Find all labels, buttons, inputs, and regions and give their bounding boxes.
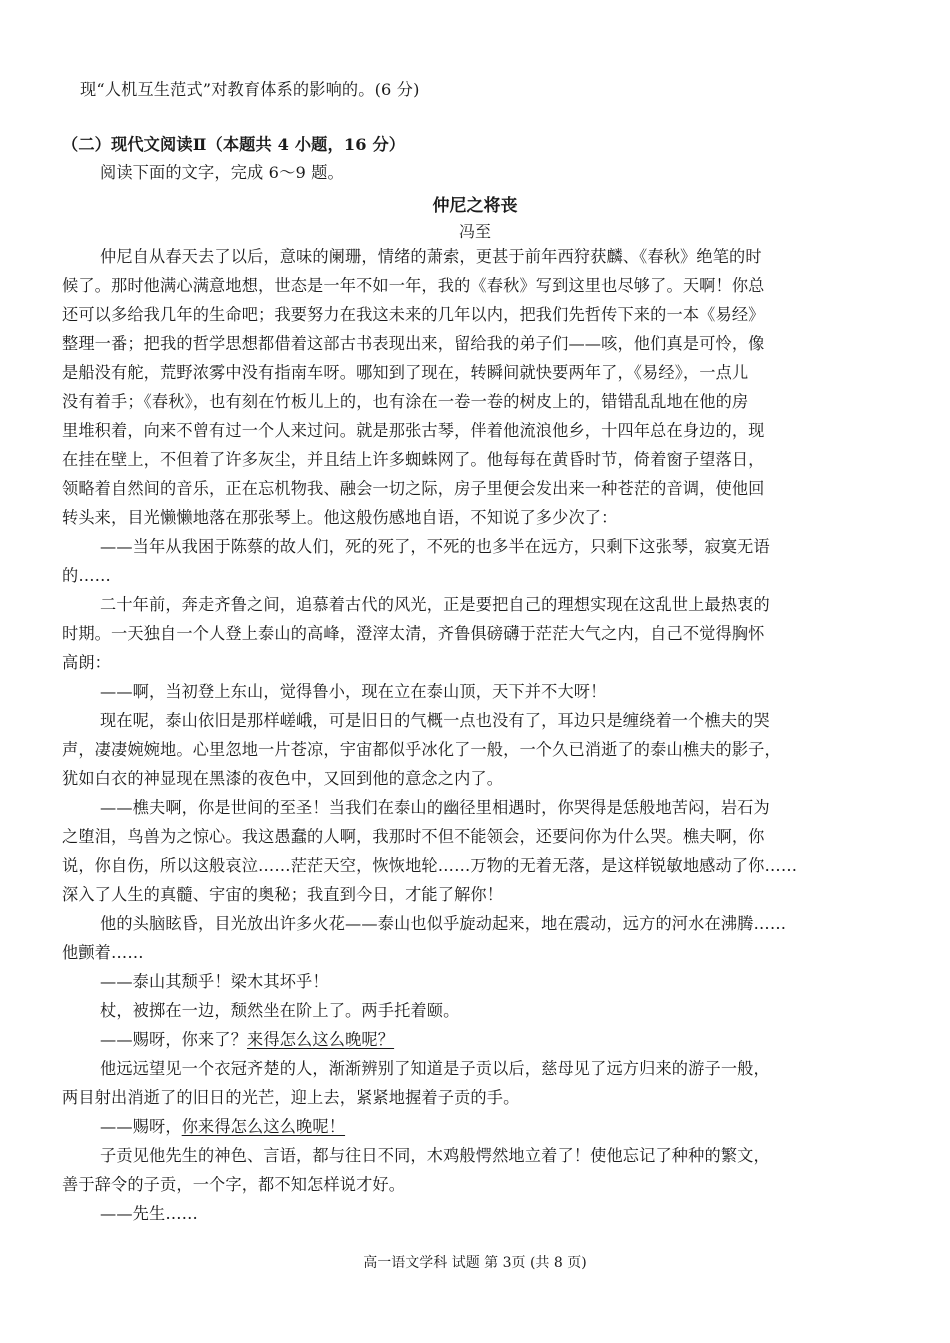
- paragraph-line: 领略着自然间的音乐，正在忘机物我、融会一切之际，房子里便会发出来一种苍茫的音调，使他回: [62, 479, 765, 498]
- paragraph-line: 他颤着……: [62, 943, 144, 962]
- paragraph-line: 声，凄凄婉婉地。心里忽地一片苍凉，宇宙都似乎冰化了一般，一个久已消逝了的泰山樵夫的影子，: [62, 740, 781, 759]
- paragraph-line: 的……: [62, 566, 112, 585]
- paragraph-line: 高朗：: [62, 653, 112, 672]
- paragraph-line: ——先生……: [100, 1204, 199, 1223]
- section-instruction: 阅读下面的文字，完成 6～9 题。: [100, 163, 344, 182]
- paragraph-line: 之堕泪，鸟兽为之惊心。我这愚蠢的人啊，我那时不但不能领会，还要问你为什么哭。樵夫啊，你: [62, 827, 765, 846]
- paragraph-line: ——啊，当初登上东山，觉得鲁小，现在立在泰山顶，天下并不大呀！: [100, 682, 607, 701]
- paragraph-line: 在挂在壁上，不但着了许多灰尘，并且结上许多蜘蛛网了。他每每在黄昏时节，倚着窗子望落日，: [62, 450, 765, 469]
- paragraph-line: 杖，被掷在一边，颓然坐在阶上了。两手托着颐。: [100, 1001, 460, 1020]
- question-tail: 现“人机互生范式”对教育体系的影响的。(6 分): [80, 80, 420, 99]
- section-heading: （二）现代文阅读Ⅱ（本题共 4 小题，16 分）: [62, 135, 406, 154]
- paragraph-line: ——泰山其颓乎！梁木其坏乎！: [100, 972, 329, 991]
- paragraph-line: 仲尼自从春天去了以后，意味的阑珊，情绪的萧索，更甚于前年西狩获麟、《春秋》绝笔的时: [100, 247, 762, 266]
- paragraph-line: [100, 1117, 345, 1137]
- paragraph-line: 说，你自伤，所以这般哀泣……茫茫天空，恢恢地轮……万物的无着无落，是这样锐敏地感动了你……: [62, 856, 798, 875]
- underlined-phrase: 你来得怎么这么晚呢！: [181, 1117, 346, 1136]
- paragraph-line: 时期。一天独自一个人登上泰山的高峰，澄滓太清，齐鲁俱磅礴于茫茫大气之内，自己不觉得胸怀: [62, 624, 765, 643]
- paragraph-line: 他远远望见一个衣冠齐楚的人，渐渐辨别了知道是子贡以后，慈母见了远方归来的游子一般，: [100, 1059, 770, 1078]
- paragraph-line: 整理一番；把我的哲学思想都借着这部古书表现出来，留给我的弟子们——咳，他们真是可怜，像: [62, 334, 765, 353]
- paragraph-line: 二十年前，奔走齐鲁之间，追慕着古代的风光，正是要把自己的理想实现在这乱世上最热衷的: [100, 595, 770, 614]
- paragraph-line: 两目射出消逝了的旧日的光芒，迎上去，紧紧地握着子贡的手。: [62, 1088, 520, 1107]
- paragraph-line: 里堆积着，向来不曾有过一个人来过问。就是那张古琴，伴着他流浪他乡，十四年总在身边的，现: [62, 421, 765, 440]
- paragraph-line: 子贡见他先生的神色、言语，都与往日不同，木鸡般愕然地立着了！使他忘记了种种的繁文，: [100, 1146, 770, 1165]
- paragraph-line: 他的头脑眩昏，目光放出许多火花——泰山也似乎旋动起来，地在震动，远方的河水在沸腾……: [100, 914, 787, 933]
- paragraph-line: 善于辞令的子贡，一个字，都不知怎样说才好。: [62, 1175, 406, 1194]
- paragraph-line: 没有着手；《春秋》，也有刻在竹板儿上的，也有涂在一卷一卷的树皮上的，错错乱乱地在他的房: [62, 392, 749, 411]
- paragraph-line: 深入了人生的真髓、宇宙的奥秘；我直到今日，才能了解你！: [62, 885, 504, 904]
- article-author: 冯至: [458, 222, 491, 241]
- paragraph-line: 犹如白衣的神显现在黑漆的夜色中，又回到他的意念之内了。: [62, 769, 504, 788]
- paragraph-line: 还可以多给我几年的生命吧；我要努力在我这未来的几年以内，把我们先哲传下来的一本《易经》: [62, 305, 765, 324]
- paragraph-line: [100, 1030, 394, 1050]
- paragraph-line: ——樵夫啊，你是世间的至圣！当我们在泰山的幽径里相遇时，你哭得是恁般地苦闷，岩石为: [100, 798, 770, 817]
- paragraph-line: 是船没有舵，荒野浓雾中没有指南车呀。哪知到了现在，转瞬间就快要两年了，《易经》，一点儿: [62, 363, 749, 382]
- paragraph-line: 候了。那时他满心满意地想，世态是一年不如一年，我的《春秋》写到这里也尽够了。天啊！你总: [62, 276, 765, 295]
- article-title: 仲尼之将丧: [432, 196, 518, 216]
- dialogue-text: ——赐呀，: [100, 1117, 182, 1136]
- paragraph-line: 现在呢，泰山依旧是那样嵯峨，可是旧日的气概一点也没有了，耳边只是缠绕着一个樵夫的哭: [100, 711, 770, 730]
- underlined-phrase: 来得怎么这么晚呢？: [247, 1030, 395, 1049]
- page-footer: 高一语文学科 试题 第 3页 (共 8 页): [363, 1255, 587, 1271]
- paragraph-line: ——当年从我困于陈蔡的故人们，死的死了，不死的也多半在远方，只剩下这张琴，寂寞无语: [100, 537, 770, 556]
- dialogue-text: ——赐呀，你来了？: [100, 1030, 248, 1049]
- paragraph-line: 转头来，目光懒懒地落在那张琴上。他这般伤感地自语，不知说了多少次了：: [62, 508, 618, 527]
